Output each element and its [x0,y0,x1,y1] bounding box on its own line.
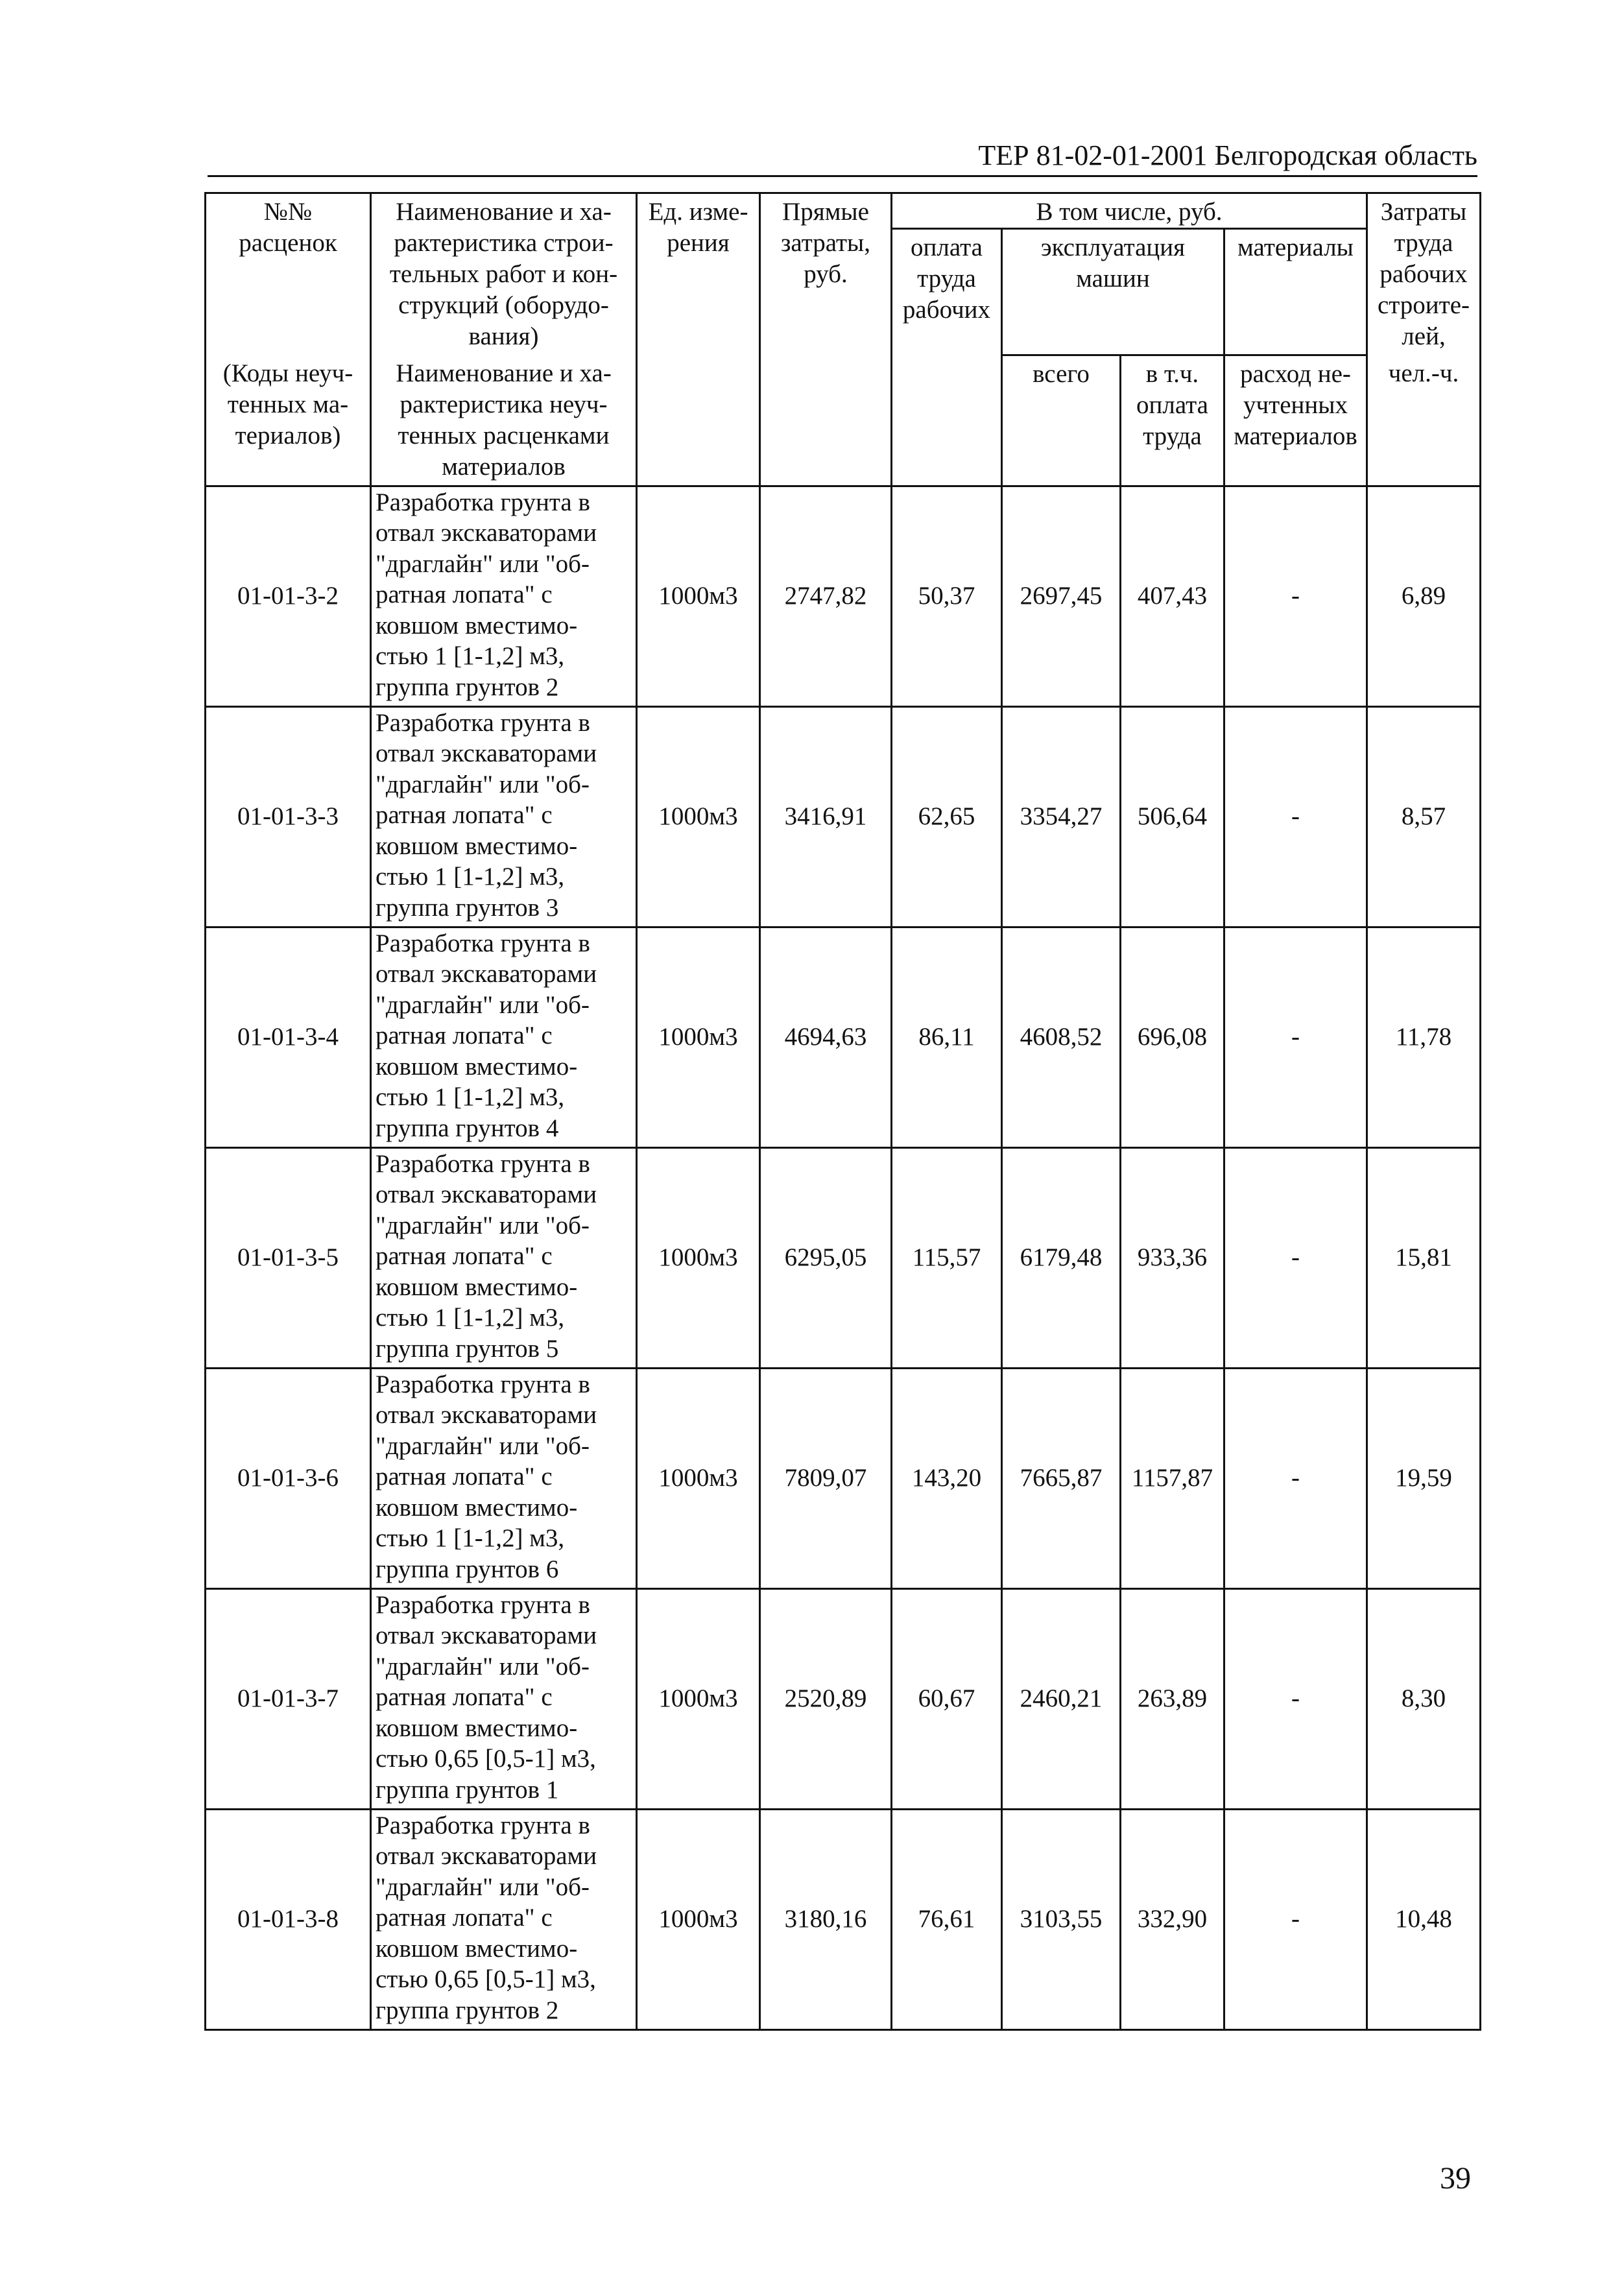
table-row [206,1147,1481,1368]
table-row [206,927,1481,1147]
direct-costs-cell: 3416,91 [760,706,892,927]
header-materials-unaccounted: расход не- учтенных материалов [1224,355,1367,486]
table-header [206,193,1481,486]
table-row [206,706,1481,927]
header-code-materials: (Коды неуч- тенных ма- териалов) [206,355,371,486]
machines-labor-cell: 933,36 [1121,1147,1224,1368]
labor-pay-cell: 143,20 [892,1368,1002,1588]
direct-costs-cell: 3180,16 [760,1809,892,2029]
page-header [208,130,1477,177]
labor-hours-cell: 11,78 [1367,927,1481,1147]
machines-total-cell: 6179,48 [1002,1147,1121,1368]
labor-pay-cell: 50,37 [892,486,1002,706]
header-including: В том числе, руб. [892,193,1367,229]
materials-cell: - [1224,1809,1367,2029]
rates-table [204,192,1481,2031]
machines-total-cell: 4608,52 [1002,927,1121,1147]
page-number: 39 [1440,2161,1471,2195]
rate-code: 01-01-3-7 [206,1588,371,1809]
labor-pay-cell: 62,65 [892,706,1002,927]
labor-hours-cell: 8,57 [1367,706,1481,927]
table-row [206,486,1481,706]
work-description: Разработка грунта в отвал экскаваторами "драглайн" или "об- ратная лопата" с ковшом вместимо- стью 0,65 [0,5-1] м3, группа грунтов 2 [371,1809,637,2029]
header-labor-pay: оплата труда рабочих [892,229,1002,486]
rate-code: 01-01-3-8 [206,1809,371,2029]
machines-total-cell: 2460,21 [1002,1588,1121,1809]
table-row [206,1809,1481,2029]
unit-cell: 1000м3 [637,486,760,706]
labor-hours-cell: 6,89 [1367,486,1481,706]
direct-costs-cell: 7809,07 [760,1368,892,1588]
machines-total-cell: 2697,45 [1002,486,1121,706]
header-name-materials: Наименование и ха- рактеристика неуч- тенных расценками материалов [371,355,637,486]
labor-hours-cell: 8,30 [1367,1588,1481,1809]
machines-total-cell: 3103,55 [1002,1809,1121,2029]
table-row [206,1368,1481,1588]
header-materials: материалы [1224,229,1367,355]
direct-costs-cell: 2747,82 [760,486,892,706]
machines-labor-cell: 506,64 [1121,706,1224,927]
unit-cell: 1000м3 [637,1147,760,1368]
machines-labor-cell: 696,08 [1121,927,1224,1147]
header-name: Наименование и ха- рактеристика строи- тельных работ и кон- струкций (оборудо- вания) [371,193,637,355]
rate-code: 01-01-3-4 [206,927,371,1147]
labor-pay-cell: 60,67 [892,1588,1002,1809]
document-title: ТЕР 81-02-01-2001 Белгородская область [978,139,1477,171]
direct-costs-cell: 6295,05 [760,1147,892,1368]
header-labor-cost: Затраты труда рабочих строите- лей, [1367,193,1481,355]
unit-cell: 1000м3 [637,927,760,1147]
machines-labor-cell: 263,89 [1121,1588,1224,1809]
labor-hours-cell: 10,48 [1367,1809,1481,2029]
unit-cell: 1000м3 [637,1588,760,1809]
header-machines-labor: в т.ч. оплата труда [1121,355,1224,486]
rate-code: 01-01-3-5 [206,1147,371,1368]
work-description: Разработка грунта в отвал экскаваторами "драглайн" или "об- ратная лопата" с ковшом вместимо- стью 1 [1-1,2] м3, группа грунтов 6 [371,1368,637,1588]
unit-cell: 1000м3 [637,1809,760,2029]
labor-hours-cell: 19,59 [1367,1368,1481,1588]
work-description: Разработка грунта в отвал экскаваторами "драглайн" или "об- ратная лопата" с ковшом вместимо- стью 1 [1-1,2] м3, группа грунтов 4 [371,927,637,1147]
header-labor-unit: чел.-ч. [1367,355,1481,486]
work-description: Разработка грунта в отвал экскаваторами "драглайн" или "об- ратная лопата" с ковшом вместимо- стью 1 [1-1,2] м3, группа грунтов 2 [371,486,637,706]
table-row [206,1588,1481,1809]
direct-costs-cell: 4694,63 [760,927,892,1147]
header-direct-costs: Прямые затраты, руб. [760,193,892,486]
materials-cell: - [1224,1588,1367,1809]
machines-labor-cell: 332,90 [1121,1809,1224,2029]
labor-pay-cell: 76,61 [892,1809,1002,2029]
labor-pay-cell: 86,11 [892,927,1002,1147]
machines-labor-cell: 1157,87 [1121,1368,1224,1588]
unit-cell: 1000м3 [637,706,760,927]
labor-pay-cell: 115,57 [892,1147,1002,1368]
materials-cell: - [1224,1368,1367,1588]
work-description: Разработка грунта в отвал экскаваторами "драглайн" или "об- ратная лопата" с ковшом вместимо- стью 1 [1-1,2] м3, группа грунтов 5 [371,1147,637,1368]
machines-total-cell: 3354,27 [1002,706,1121,927]
machines-labor-cell: 407,43 [1121,486,1224,706]
header-code: №№ расценок [206,193,371,355]
machines-total-cell: 7665,87 [1002,1368,1121,1588]
materials-cell: - [1224,1147,1367,1368]
work-description: Разработка грунта в отвал экскаваторами "драглайн" или "об- ратная лопата" с ковшом вместимо- стью 0,65 [0,5-1] м3, группа грунтов 1 [371,1588,637,1809]
header-machines-total: всего [1002,355,1121,486]
header-unit: Ед. изме- рения [637,193,760,486]
rate-code: 01-01-3-3 [206,706,371,927]
materials-cell: - [1224,706,1367,927]
work-description: Разработка грунта в отвал экскаваторами "драглайн" или "об- ратная лопата" с ковшом вместимо- стью 1 [1-1,2] м3, группа грунтов 3 [371,706,637,927]
direct-costs-cell: 2520,89 [760,1588,892,1809]
unit-cell: 1000м3 [637,1368,760,1588]
materials-cell: - [1224,927,1367,1147]
labor-hours-cell: 15,81 [1367,1147,1481,1368]
header-machines: эксплуатация машин [1002,229,1224,355]
materials-cell: - [1224,486,1367,706]
rate-code: 01-01-3-6 [206,1368,371,1588]
rate-code: 01-01-3-2 [206,486,371,706]
